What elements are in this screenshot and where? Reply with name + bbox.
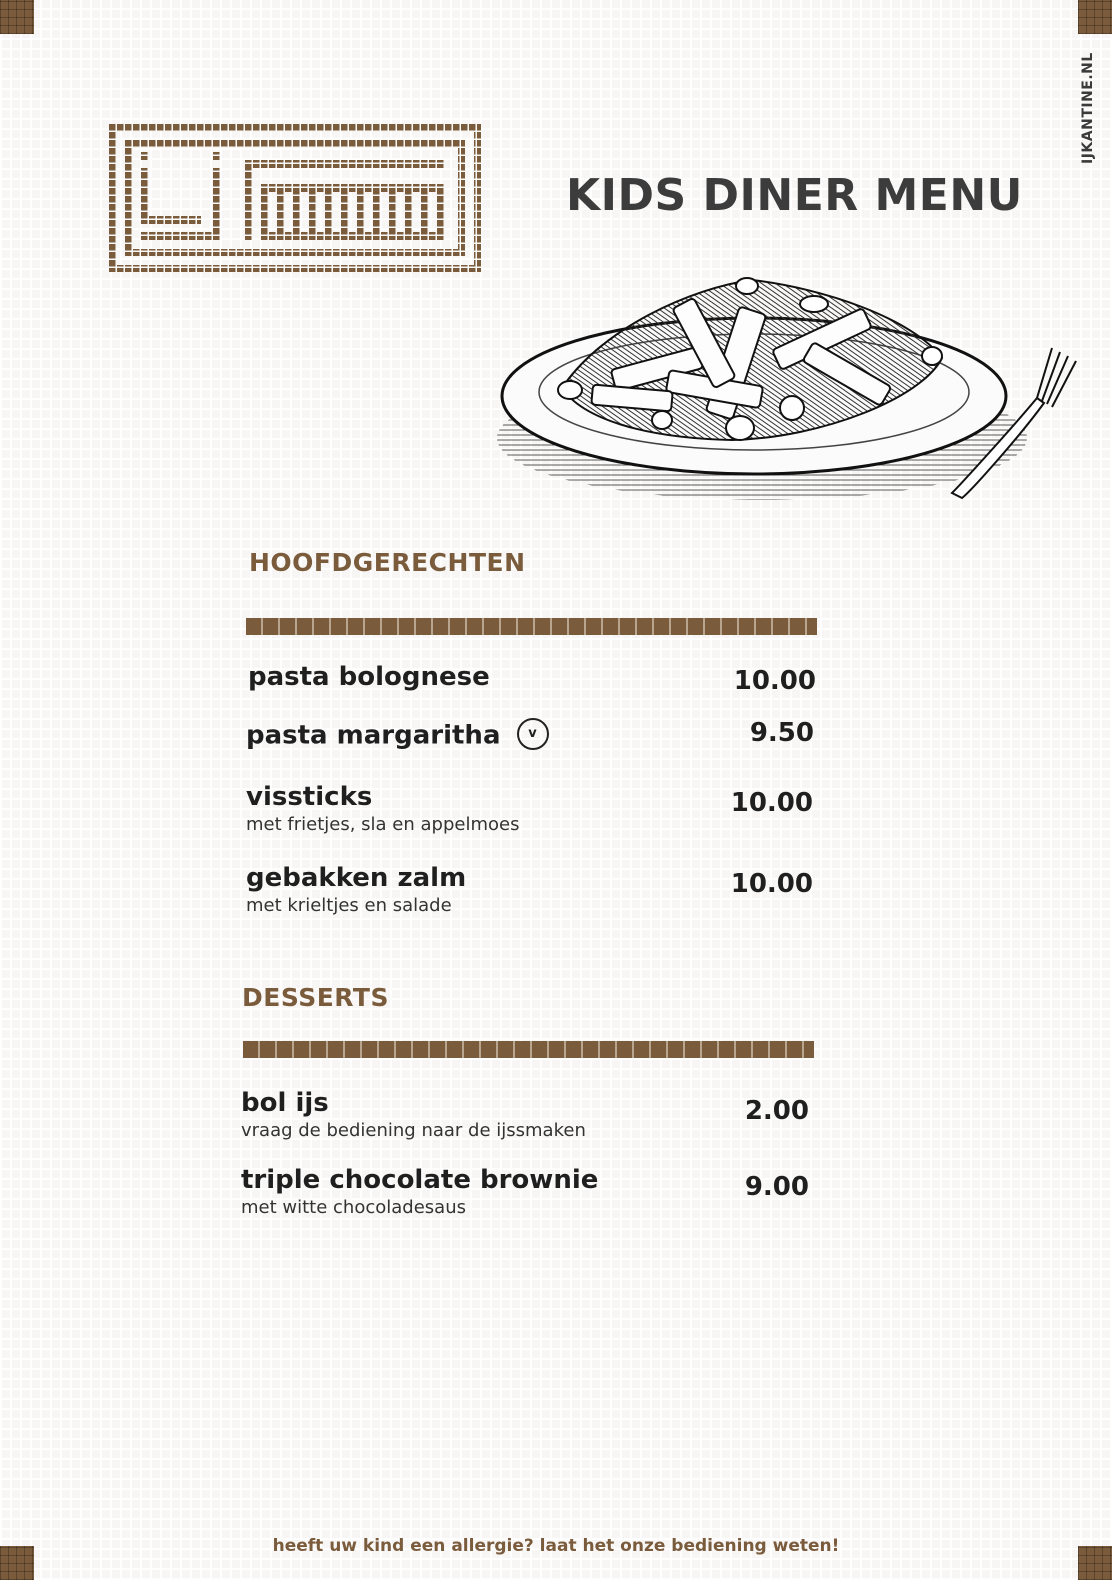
item-price: 2.00 (744, 1096, 809, 1126)
item-name: gebakken zalm (246, 863, 467, 893)
item-name: vissticks (246, 782, 373, 812)
vegetarian-badge-icon: v (517, 718, 549, 750)
item-name (246, 720, 549, 752)
section-title-desserts: DESSERTS (242, 983, 389, 1012)
item-price: 9.00 (744, 1172, 809, 1202)
section-divider (243, 1041, 814, 1058)
menu-item (241, 1088, 586, 1141)
menu-item (246, 720, 549, 752)
pasta-plate-illustration (492, 268, 1092, 518)
item-price: 9.50 (749, 718, 814, 748)
corner-tile-top-left (0, 0, 34, 34)
item-name: bol ijs (241, 1088, 329, 1118)
section-title-hoofdgerechten: HOOFDGERECHTEN (249, 548, 526, 577)
allergy-note: heeft uw kind een allergie? laat het onze bediening weten! (272, 1536, 840, 1556)
corner-tile-top-right (1078, 0, 1112, 34)
item-name: triple chocolate brownie (241, 1165, 599, 1195)
item-price: 10.00 (730, 788, 813, 818)
menu-title: KIDS DINER MENU (566, 170, 1023, 221)
menu-item (248, 662, 490, 692)
item-price: 10.00 (730, 869, 813, 899)
menu-item (241, 1165, 598, 1218)
menu-item (246, 863, 466, 916)
item-description: met krieltjes en salade (246, 895, 452, 916)
item-price: 10.00 (733, 666, 816, 696)
website-url: IJKANTINE.NL (1080, 52, 1096, 164)
item-description: met frietjes, sla en appelmoes (246, 814, 520, 835)
ijkantine-logo (109, 124, 481, 272)
menu-item (246, 782, 519, 835)
item-name-text: pasta margaritha (246, 720, 501, 751)
item-name: pasta bolognese (248, 662, 490, 692)
section-divider (246, 618, 817, 635)
item-description: vraag de bediening naar de ijssmaken (241, 1120, 586, 1141)
item-description: met witte chocoladesaus (241, 1197, 466, 1218)
